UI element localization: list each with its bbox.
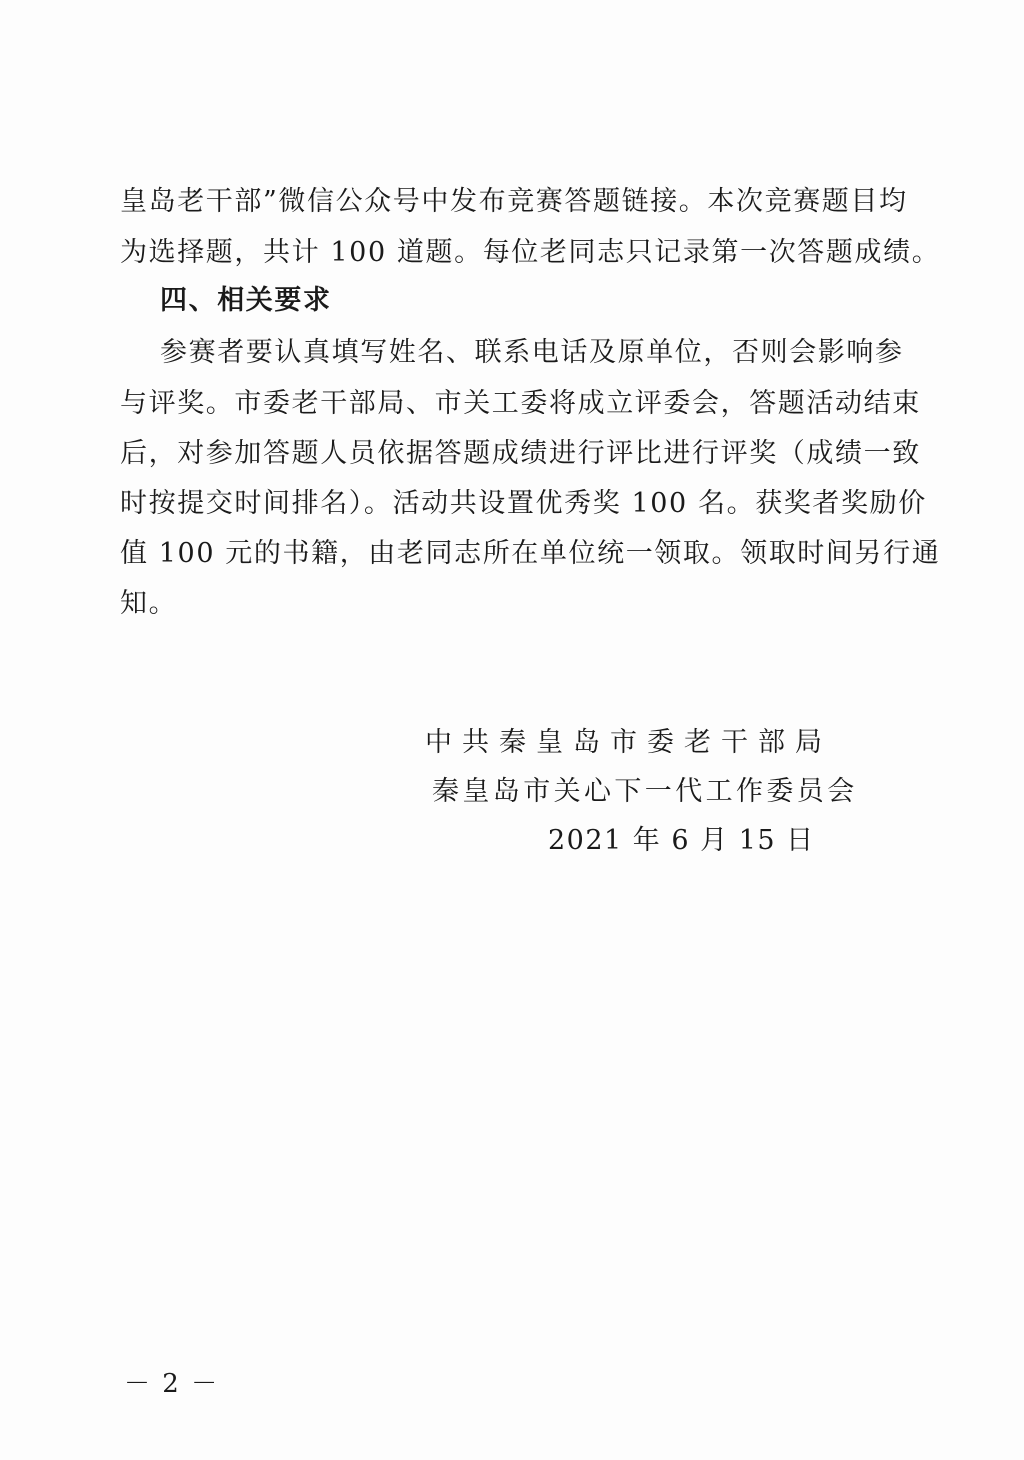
section-heading: 四、相关要求 <box>160 285 332 316</box>
paragraph-line-6: 知。 <box>120 588 178 619</box>
paragraph-line-5: 值 100 元的书籍，由老同志所在单位统一领取。领取时间另行通 <box>120 538 941 569</box>
paragraph-line-1: 参赛者要认真填写姓名、联系电话及原单位，否则会影响参 <box>160 337 904 368</box>
paragraph-line-2: 与评奖。市委老干部局、市关工委将成立评委会，答题活动结束 <box>120 388 921 419</box>
signature-org-1: 中共秦皇岛市委老干部局 <box>425 727 832 758</box>
paragraph-line-4: 时按提交时间排名）。活动共设置优秀奖 100 名。获奖者奖励价 <box>120 488 927 519</box>
page-number: － 2 － <box>124 1369 220 1399</box>
body-line-1: 皇岛老干部”微信公众号中发布竞赛答题链接。本次竞赛题目均 <box>120 186 908 217</box>
paragraph-line-3: 后，对参加答题人员依据答题成绩进行评比进行评奖（成绩一致 <box>120 438 921 469</box>
signature-org-2: 秦皇岛市关心下一代工作委员会 <box>432 776 858 807</box>
signature-date: 2021 年 6 月 15 日 <box>548 825 815 856</box>
body-line-2: 为选择题，共计 100 道题。每位老同志只记录第一次答题成绩。 <box>120 237 941 268</box>
